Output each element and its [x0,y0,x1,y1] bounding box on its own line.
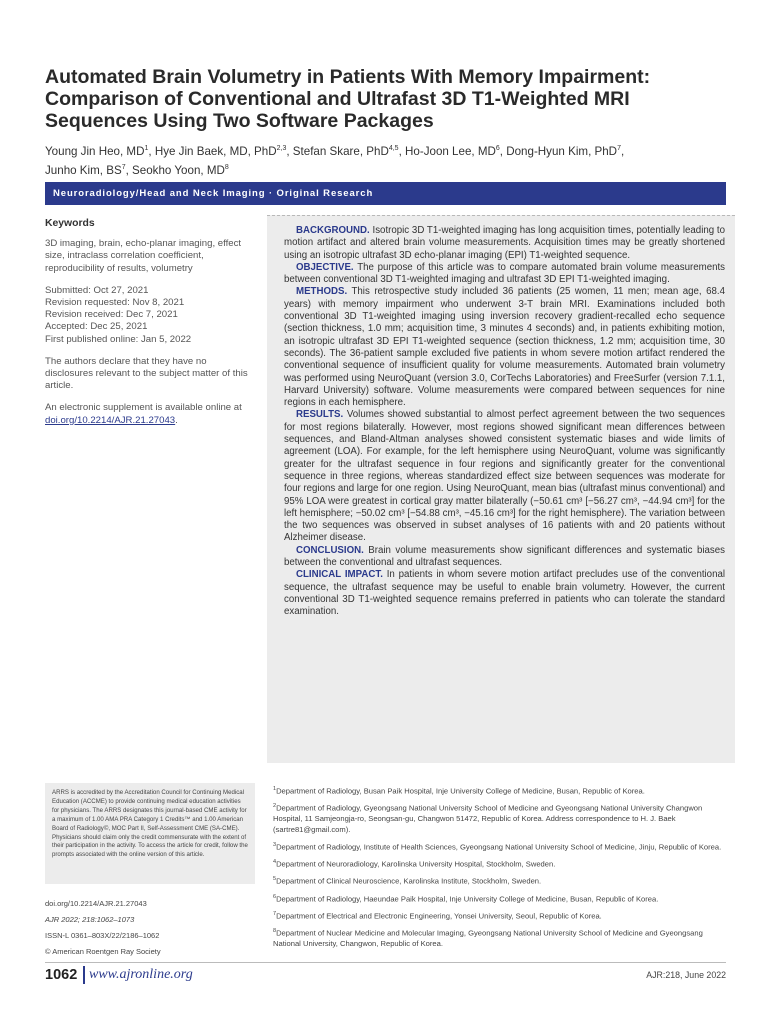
author-affiliation-marker: 7 [617,145,621,152]
affiliation-number: 8 [273,928,277,935]
supplement-text: An electronic supplement is available online at [45,402,242,414]
author-name: Young Jin Heo, MD [45,144,145,158]
abstract-heading: OBJECTIVE. [296,261,354,273]
affiliation-text: Department of Radiology, Busan Paik Hospital, Inje University College of Medicine, Busan, Republic of Korea. [276,786,645,796]
affiliation-number: 4 [273,858,277,865]
author-affiliation-marker: 1 [144,145,149,152]
author-name: Stefan Skare, PhD [292,144,389,158]
affiliation-text: Department of Electrical and Electronic Engineering, Yonsei University, Seoul, Republic of Korea. [276,911,602,921]
affiliation-item [273,874,728,887]
supplement-note [45,402,255,426]
date-published: First published online: Jan 5, 2022 [45,333,192,345]
affiliations-list [273,784,728,954]
abstract-text: The purpose of this article was to compare automated brain volume measurements between conventional 3D T1-weighted imaging and ultrafast 3D EPI T1-weighted imaging. [284,261,725,286]
keywords-list: 3D imaging, brain, echo-planar imaging, effect size, intraclass correlation coefficient, reproducibility of results, volumetry [45,238,242,274]
affiliation-text: Department of Nuclear Medicine and Molecular Imaging, Gyeongsang National University School of Medicine and Gyeongsang National University, Changwon, Republic of Korea. [273,928,703,949]
abstract-methods [284,286,725,409]
author-name: Hye Jin Baek, MD, PhD [154,144,277,158]
abstract-clinical-impact [284,569,725,618]
date-accepted: Accepted: Dec 25, 2021 [45,321,148,333]
abstract-text: Isotropic 3D T1-weighted imaging has long acquisition times, potentially leading to motion artifact and altered brain volume measurements. Acquisition times may be greatly shortened using an isotropic ultrafast 3D echo-planar imaging (EPI) T1-weighted sequence. [284,225,725,261]
affiliation-item [273,926,728,950]
doi-line: doi.org/10.2214/AJR.21.27043 [45,899,147,908]
footer-divider [45,962,726,963]
affiliation-number: 3 [273,841,277,848]
author-affiliation-marker: 8 [224,163,229,171]
citation-line: AJR 2022; 218:1062–1073 [45,915,135,924]
abstract-heading: RESULTS. [296,409,344,421]
affiliation-item [273,909,728,922]
abstract-results [284,409,725,544]
abstract-text: Volumes showed substantial to almost perfect agreement between the two sequences for most regions bilaterally. However, most regions showed significant mean differences between sequences, and Bland-Altman analyses showed consistent systematic biases and wide limits of agreement (LOA). For example, for the left hemisphere using NeuroQuant, volume was significantly greater for the ultrafast sequence in four regions and significantly greater for the conventional sequence in three regions, whereas standardized effect size between sequences was moderate for four regions and large for one region. Using NeuroQuant, mean bias (ultrafast minus conventional) and 95% LOA were greatest in cortical gray matter bilaterally (−50.61 cm³ [−56.27 cm³, −44.94 cm³] for the left hemisphere; −50.02 cm³ [−54.88 cm³, −45.16 cm³] for the right hemisphere). The variation between the two sequences was observed in subset analyses of 16 patients with and 20 patients without Alzheimer disease. [284,409,725,544]
disclosure-statement: The authors declare that they have no disclosures relevant to the subject matter of this article. [45,355,248,392]
abstract-text: This retrospective study included 36 patients (25 women, 11 men; mean age, 68.4 years) with memory impairment who underwent 3-T brain MRI. Examinations included both conventional 3D T1-weighted imaging using inversion recovery gradient-recalled echo sequence (section thickness, 1.0 mm; acquisition time, 3 minutes 4 seconds) and, in patients exhibiting motion, an isotropic ultrafast 3D EPI T1-weighted sequence (section thickness, 1.2 mm; acquisition time, 30 seconds). The 36-patient sample excluded five patients in whom severe motion artifact rendered the conventional sequence of insufficient quality for volume measurements. Automated brain volumetry was performed using NeuroQuant (version 3.0, CorTechs Laboratories) and FreeSurfer (version 7.1.1, Harvard University) software. Volume measurements were compared between sequences for nine regions in each hemisphere. [284,286,725,409]
supplement-end: . [175,414,178,426]
abstract-text: Brain volume measurements show significant differences and systematic biases between the conventional and ultrafast sequences. [284,544,725,569]
affiliation-text: Department of Radiology, Gyeongsang National University School of Medicine and Gyeongsang National University Changwon Hospital, 11 Samjeongja-ro, Seongsan-gu, Changwon 51472, Republic of Korea. Address correspondence to H. J. Baek (sartre81@gmail.com). [273,803,703,834]
cme-box: ARRS is accredited by the Accreditation Council for Continuing Medical Education (ACCME) to provide continuing medical education activities for physicians. The ARRS designates this journal-based CME activity for a maximum of 1.00 AMA PRA Category 1 Credits™ and 1.00 American Board of Radiology©, MOC Part II, Self-Assessment CME (SA-CME). Physicians should claim only the credit commensurate with the extent of their participation in the activity. To access the article for credit, follow the prompts associated with the online version of this article. [45,783,255,884]
affiliation-number: 2 [273,803,277,810]
affiliation-number: 1 [273,786,277,792]
abstract-heading: BACKGROUND. [296,225,370,236]
author-name: Ho-Joon Lee, MD [405,144,496,158]
affiliation-item [273,784,728,797]
author-affiliation-marker: 6 [495,145,500,152]
author-name: Dong-Hyun Kim, PhD [506,144,618,158]
affiliation-number: 6 [273,893,277,900]
affiliation-item [273,840,728,853]
affiliation-item [273,857,728,870]
publication-dates [45,285,255,346]
abstract-heading: CLINICAL IMPACT. [296,569,383,581]
author-name: Seokho Yoon, MD [132,163,225,177]
author-affiliation-marker: 2,3 [276,145,287,152]
abstract-heading: METHODS. [296,286,348,298]
affiliation-number: 5 [273,876,277,883]
author-list: Young Jin Heo, $MD^1$, Hye Jin Baek, MD, PhD$^{2,3}$, Stefan Skare, PhD$^{4,5}$, Ho-Joon Lee, $MD^6$, Dong-Hyun Kim, PhD$^7$, Junho Kim, $BS^7$, Seokho Yoon, $MD^8$ [45,144,625,177]
sidebar [45,218,255,437]
supplement-link[interactable]: doi.org/10.2214/AJR.21.27043 [45,414,176,426]
copyright-line: © American Roentgen Ray Society [45,947,161,956]
affiliation-item [273,801,728,835]
abstract-panel [267,215,735,763]
affiliation-item [273,892,728,905]
journal-website-link[interactable]: www.ajronline.org [89,967,193,982]
author-affiliation-marker: 7 [121,163,126,171]
page-number: 1062 [45,967,78,983]
section-banner: Neuroradiology/Head and Neck Imaging · Original Research [45,182,726,205]
abstract-text: In patients in whom severe motion artifact precludes use of the conventional sequence, the ultrafast sequence may be useful to enable brain volumetry. However, the current conventional 3D T1-weighted sequence remains preferred in patients who can tolerate the standard examination. [284,569,726,618]
date-submitted: Submitted: Oct 27, 2021 [45,284,149,296]
footer-separator [83,966,85,984]
abstract-objective [284,262,725,287]
author-name: Junho Kim, BS [45,163,122,177]
affiliation-number: 7 [273,910,277,917]
affiliation-text: Department of Radiology, Haeundae Paik Hospital, Inje University College of Medicine, Busan, Republic of Korea. [276,894,659,904]
issn-line: ISSN-L 0361–803X/22/2186–1062 [45,931,160,940]
article-title: Automated Brain Volumetry in Patients With Memory Impairment: Comparison of Conventional and Ultrafast 3D T1-Weighted MRI Sequences Using Two Software Packages [45,66,651,132]
affiliation-text: Department of Neuroradiology, Karolinska University Hospital, Stockholm, Sweden. [276,859,556,869]
keywords-heading: Keywords [45,218,95,229]
affiliation-text: Department of Clinical Neuroscience, Karolinska Institute, Stockholm, Sweden. [276,876,542,886]
citation-info [45,896,255,960]
date-revision-requested: Revision requested: Nov 8, 2021 [45,297,185,309]
affiliation-text: Department of Radiology, Institute of Health Sciences, Gyeongsang National University School of Medicine, Jinju, Republic of Korea. [276,842,722,852]
abstract-conclusion [284,545,725,570]
date-revision-received: Revision received: Dec 7, 2021 [45,309,178,321]
author-affiliation-marker: 4,5 [388,145,399,152]
abstract-background [284,225,725,262]
abstract-heading: CONCLUSION. [296,544,364,556]
journal-issue: AJR:218, June 2022 [646,970,726,980]
